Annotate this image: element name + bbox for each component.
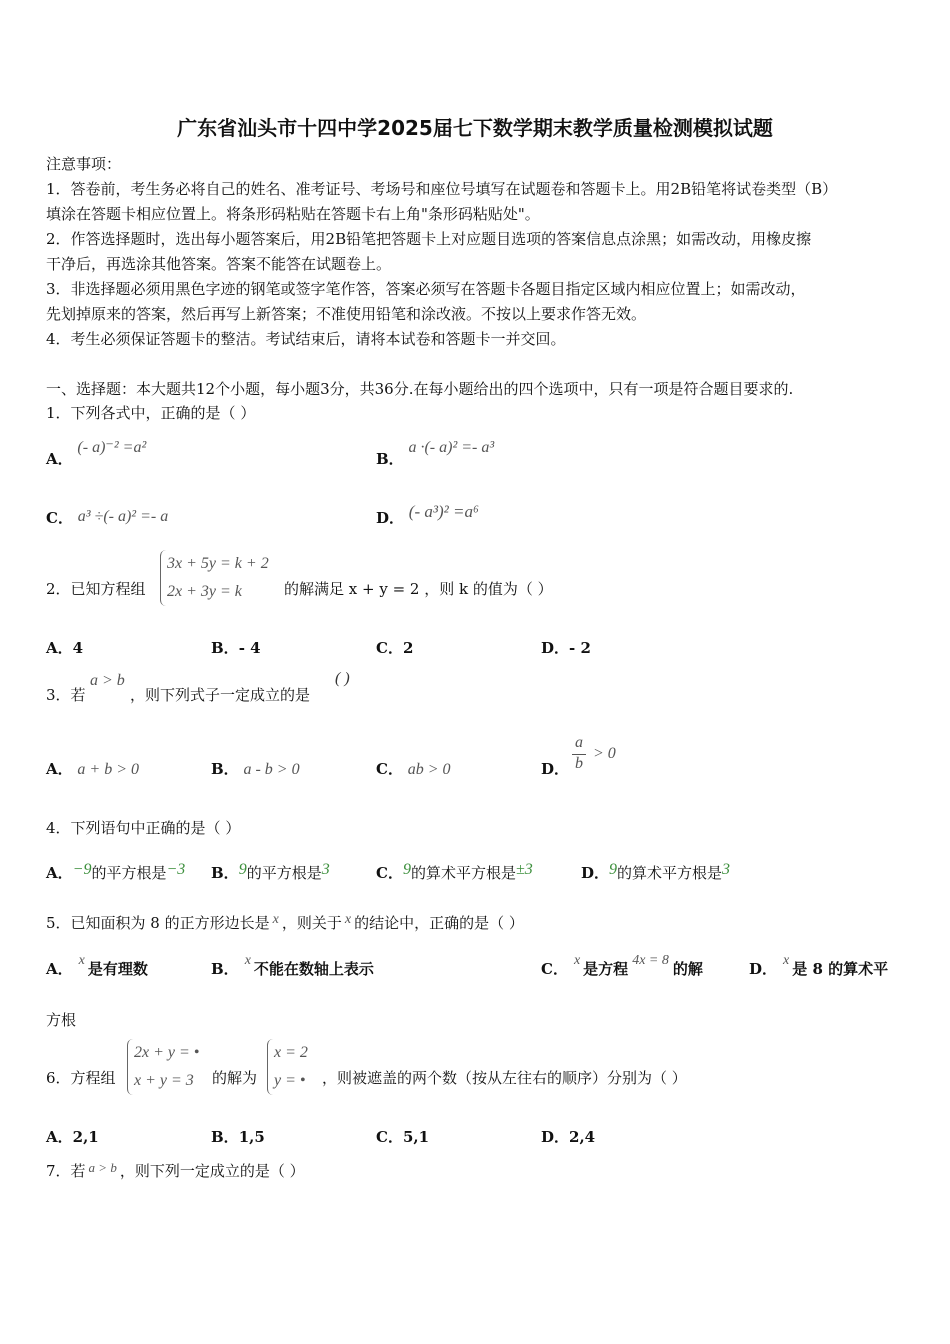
equation-system (160, 550, 269, 606)
option-label: A． (46, 1128, 73, 1146)
q3-option-c (376, 758, 451, 779)
q5-option-d (749, 953, 889, 979)
option-math: a³ ÷(- a)² =- a (77, 508, 169, 525)
q2-option-a (46, 637, 83, 658)
q4-option-a (46, 862, 185, 883)
answer-paren: ( ) (335, 670, 350, 687)
page-title: 广东省汕头市十四中学2025届七下数学期末教学质量检测模拟试题 (177, 116, 773, 140)
option-text: 5,1 (402, 1128, 430, 1146)
option-text: 不能在数轴上表示 (253, 960, 374, 978)
option-label: B． (376, 450, 404, 468)
option-label: D． (749, 960, 778, 978)
option-label: A． (46, 760, 73, 778)
notes-line: 1．答卷前，考生务必将自己的姓名、准考证号、考场号和座位号填写在试题卷和答题卡上。用2B铅笔将试卷类型（B） (46, 180, 838, 198)
option-math: (- a³)² =a⁶ (408, 502, 479, 521)
question-5-stem (46, 912, 524, 933)
option-label: D． (581, 864, 610, 882)
q6-option-a (46, 1126, 99, 1147)
option-math: a - b > 0 (243, 761, 300, 778)
q5-option-c (541, 953, 703, 979)
option-math: a + b > 0 (77, 761, 140, 778)
question-3-post: ，则下列式子一定成立的是 (130, 686, 311, 704)
variable: x (244, 953, 251, 968)
option-label: A． (46, 450, 73, 468)
question-4-stem: 4．下列语句中正确的是（ ） (46, 819, 241, 837)
question-2-pre: 2．已知方程组 (46, 580, 146, 598)
variable: x (783, 953, 790, 968)
option-label: D． (541, 760, 570, 778)
option-text: 2,4 (569, 1128, 596, 1146)
solution-system (267, 1039, 308, 1095)
q6-option-d (541, 1126, 595, 1147)
option-math: 9 (238, 861, 247, 878)
equation-system (127, 1039, 199, 1095)
option-math: −9 (72, 861, 92, 878)
q5-option-a (46, 953, 148, 979)
option-text: 2,1 (72, 1128, 99, 1146)
question-3-condition: a > b (90, 672, 125, 689)
option-label: B． (211, 760, 239, 778)
q3-option-d (541, 758, 569, 779)
option-label: C． (376, 639, 403, 657)
question-6-mid: 的解为 (212, 1069, 258, 1087)
option-text: 4 (72, 639, 84, 657)
option-label: B． (211, 864, 239, 882)
question-1-stem: 1．下列各式中，正确的是（ ） (46, 404, 256, 422)
stem-text: 5．已知面积为 8 的正方形边长是 (46, 914, 270, 932)
equation: y = • (274, 1072, 306, 1089)
equation: 2x + y = • (134, 1044, 200, 1061)
variable: x (344, 912, 352, 927)
variable: x (78, 953, 85, 968)
option-label: D． (376, 509, 405, 527)
option-label: C． (376, 1128, 403, 1146)
equation: 2x + 3y = k (167, 583, 242, 600)
option-text: 1,5 (238, 1128, 265, 1146)
q2-option-c (376, 637, 413, 658)
option-math: −3 (166, 861, 186, 878)
fraction (572, 734, 586, 773)
option-text: 的算术平方根是 (617, 864, 723, 882)
q6-option-c (376, 1126, 429, 1147)
relation: > 0 (593, 745, 616, 762)
option-label: A． (46, 960, 73, 978)
option-text: 是 8 的算术平 (792, 960, 889, 978)
notes-line: 填涂在答题卡相应位置上。将条形码粘贴在答题卡右上角"条形码粘贴处"。 (46, 205, 540, 223)
option-text: 的平方根是 (246, 864, 322, 882)
option-text: 是方程 (583, 960, 629, 978)
option-math: 9 (609, 861, 618, 878)
notes-line: 干净后，再选涂其他答案。答案不能答在试题卷上。 (46, 255, 392, 273)
option-math: 3 (321, 861, 330, 878)
option-label: C． (541, 960, 568, 978)
option-text: - 2 (569, 639, 591, 657)
option-text: 是有理数 (87, 960, 148, 978)
option-label: B． (211, 639, 239, 657)
option-math: ab > 0 (407, 761, 451, 778)
q1-option-b (376, 439, 495, 469)
question-6-pre: 6．方程组 (46, 1069, 116, 1087)
option-text: 的平方根是 (91, 864, 167, 882)
question-3-pre: 3．若 (46, 686, 86, 704)
stem-text: ，则关于 (281, 914, 342, 932)
notes-line: 4．考生必须保证答题卡的整洁。考试结束后，请将本试卷和答题卡一并交回。 (46, 330, 566, 348)
option-text: 的解 (672, 960, 703, 978)
numerator: a (575, 734, 583, 751)
q5-option-d-wrap: 方根 (46, 1011, 77, 1029)
option-label: B． (211, 1128, 239, 1146)
option-label: A． (46, 864, 73, 882)
stem-text: 的结论中，正确的是（ ） (354, 914, 524, 932)
notes-line: 2．作答选择题时，选出每小题答案后，用2B铅笔把答题卡上对应题目选项的答案信息点涂黑；如需改动，用橡皮擦 (46, 230, 812, 248)
q3-option-b (211, 758, 300, 779)
option-math: 9 (402, 861, 411, 878)
q1-option-a (46, 439, 147, 469)
q6-option-b (211, 1126, 265, 1147)
q4-option-c (376, 862, 533, 883)
option-text: 2 (402, 639, 414, 657)
option-math: ±3 (515, 861, 533, 878)
q2-option-d (541, 637, 591, 658)
option-math: 3 (722, 861, 731, 878)
option-label: D． (541, 639, 570, 657)
equation: x + y = 3 (134, 1072, 194, 1089)
question-2-post: 的解满足 x + y = 2 ，则 k 的值为（ ） (284, 580, 553, 598)
variable: x (573, 953, 581, 968)
q2-option-b (211, 637, 261, 658)
equation: 4x = 8 (632, 953, 669, 968)
notes-line: 3．非选择题必须用黑色字迹的钢笔或签字笔作答，答案必须写在答题卡各题目指定区域内相应位置上；如需改动， (46, 280, 806, 298)
q5-option-b (211, 953, 374, 979)
section-heading: 一、选择题：本大题共12个小题，每小题3分，共36分.在每小题给出的四个选项中，只有一项是符合题目要求的. (46, 380, 794, 398)
question-7-stem (46, 1160, 305, 1181)
q3-option-a (46, 758, 139, 779)
option-math: (- a)⁻² =a² (77, 439, 147, 456)
stem-text: 7．若 (46, 1162, 86, 1180)
q4-option-b (211, 862, 330, 883)
equation: 3x + 5y = k + 2 (167, 555, 269, 572)
option-label: C． (376, 864, 403, 882)
option-label: C． (46, 509, 73, 527)
option-text: - 4 (238, 639, 261, 657)
stem-text: ，则下列一定成立的是（ ） (119, 1162, 305, 1180)
option-label: A． (46, 639, 73, 657)
notes-line: 先划掉原来的答案，然后再写上新答案；不准使用铅笔和涂改液。不按以上要求作答无效。 (46, 305, 647, 323)
equation: x = 2 (274, 1044, 308, 1061)
denominator: b (575, 755, 583, 772)
option-text: 的算术平方根是 (410, 864, 516, 882)
variable: x (272, 912, 279, 927)
option-label: C． (376, 760, 403, 778)
condition: a > b (88, 1160, 117, 1175)
option-math: a ·(- a)² =- a³ (408, 439, 495, 456)
notes-heading: 注意事项： (46, 155, 122, 173)
option-label: B． (211, 960, 239, 978)
q4-option-d (581, 862, 730, 883)
q1-option-d (376, 502, 479, 528)
q1-option-c (46, 507, 168, 528)
option-label: D． (541, 1128, 570, 1146)
question-6-post: ，则被遮盖的两个数（按从左往右的顺序）分别为（ ） (322, 1069, 687, 1087)
